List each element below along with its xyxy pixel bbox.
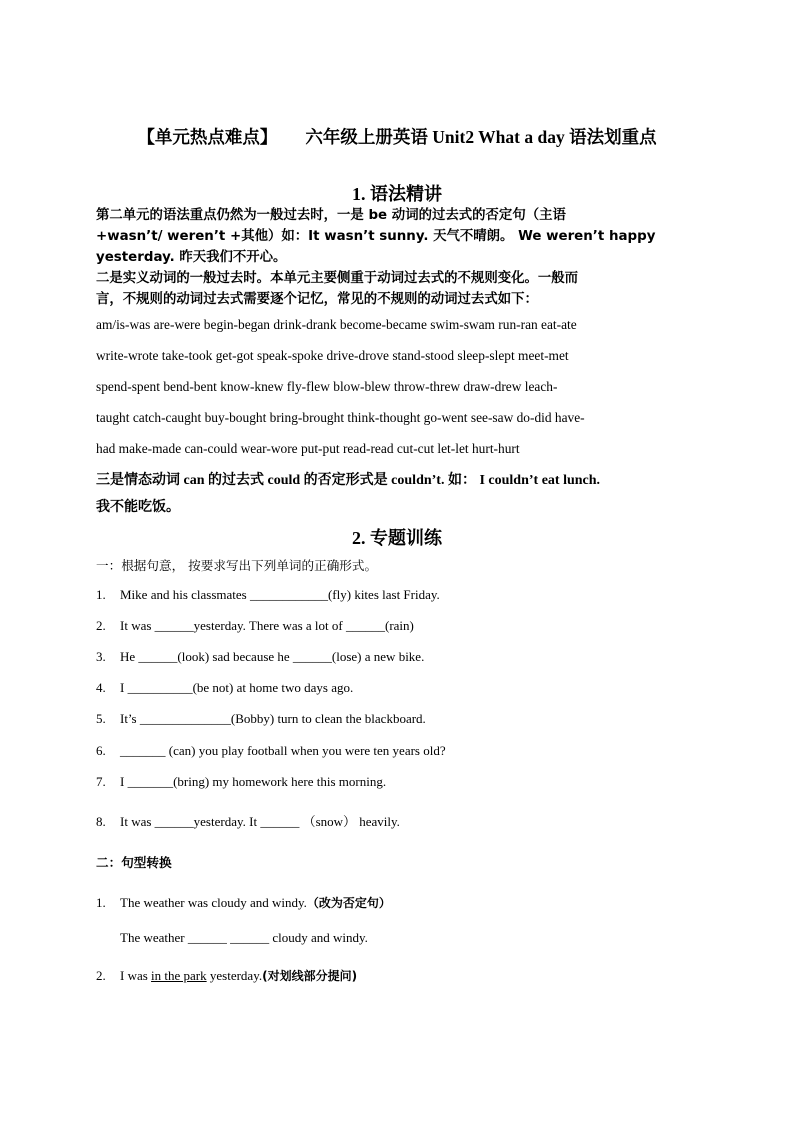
item-number: 7. (96, 774, 106, 789)
item-text: I _______(bring) my homework here this morning. (120, 774, 387, 789)
exercise-item (96, 711, 426, 727)
item-number: 1. (96, 587, 106, 602)
title-tag: 【单元热点难点】 (137, 127, 278, 147)
document-title (0, 124, 794, 149)
item-number: 2. (96, 968, 106, 983)
modal-line: 三是情态动词 can 的过去式 could 的否定形式是 couldn’t. 如： I couldn’t eat lunch. (96, 473, 601, 488)
item-text: The weather was cloudy and windy. (120, 895, 307, 910)
item-text: yesterday. (206, 968, 263, 983)
item-instruction-note: （改为否定句） (306, 896, 391, 910)
irregular-verb-list (96, 309, 696, 464)
answer-line: The weather ______ ______ cloudy and windy. (120, 930, 368, 945)
item-number: 5. (96, 711, 106, 726)
exercise-item (96, 618, 414, 634)
item-text: I was (120, 968, 152, 983)
item-instruction-note: (对划线部分提问) (262, 969, 358, 983)
item-text: It was ______yesterday. It ______ （snow） heavily. (120, 814, 400, 829)
modal-line: 我不能吃饭。 (96, 500, 180, 515)
grammar-intro (96, 205, 696, 310)
intro-line: 二是实义动词的一般过去时。本单元主要侧重于动词过去式的不规则变化。一般而 (96, 271, 579, 286)
verb-line: spend-spent bend-bent know-knew fly-flew blow-blew throw-threw draw-drew leach- (96, 379, 558, 394)
exercise-item (96, 743, 446, 759)
verb-line: write-wrote take-took get-got speak-spoke drive-drove stand-stood sleep-slept meet-met (96, 348, 569, 363)
exercise-item (96, 587, 440, 603)
section-2-heading: 2. 专题训练 (352, 528, 442, 548)
title-main: 六年级上册英语 Unit2 What a day 语法划重点 (305, 127, 657, 147)
transform-item (96, 967, 357, 984)
item-number: 2. (96, 618, 106, 633)
modal-verb-note (96, 467, 696, 521)
verb-line: had make-made can-could wear-wore put-put read-read cut-cut let-let hurt-hurt (96, 441, 520, 456)
intro-line: yesterday. 昨天我们不开心。 (96, 250, 287, 265)
item-text: He ______(look) sad because he ______(lose) a new bike. (120, 649, 425, 664)
item-text: It’s ______________(Bobby) turn to clean the blackboard. (120, 711, 426, 726)
item-text: _______ (can) you play football when you were ten years old? (120, 743, 446, 758)
intro-line: 言，不规则的动词过去式需要逐个记忆，常见的不规则的动词过去式如下： (96, 292, 538, 307)
underlined-phrase: in the park (151, 968, 207, 983)
intro-line: 第二单元的语法重点仍然为一般过去时，一是 be 动词的过去式的否定句（主语 (96, 208, 566, 223)
item-number: 8. (96, 814, 106, 829)
item-text: I __________(be not) at home two days ago. (120, 680, 354, 695)
item-text: Mike and his classmates ____________(fly) kites last Friday. (120, 587, 440, 602)
intro-line: +wasn’t/ weren’t +其他）如：It wasn’t sunny. 天气不晴朗。 We weren’t happy (96, 229, 656, 244)
exercise-item (96, 680, 353, 696)
part-1-instruction: 一：根据句意， 按要求写出下列单词的正确形式。 (96, 558, 378, 573)
exercise-item (96, 649, 424, 665)
verb-line: taught catch-caught buy-bought bring-brought think-thought go-went see-saw do-did have- (96, 410, 585, 425)
verb-line: am/is-was are-were begin-began drink-drank become-became swim-swam run-ran eat-ate (96, 317, 577, 332)
item-number: 4. (96, 680, 106, 695)
exercise-item (96, 811, 400, 830)
item-number: 3. (96, 649, 106, 664)
part-2-instruction: 二：句型转换 (96, 855, 172, 870)
transform-item (96, 894, 391, 911)
item-number: 1. (96, 895, 106, 910)
item-number: 6. (96, 743, 106, 758)
section-1-heading: 1. 语法精讲 (352, 184, 442, 204)
exercise-item (96, 774, 386, 790)
item-text: It was ______yesterday. There was a lot of ______(rain) (120, 618, 414, 633)
